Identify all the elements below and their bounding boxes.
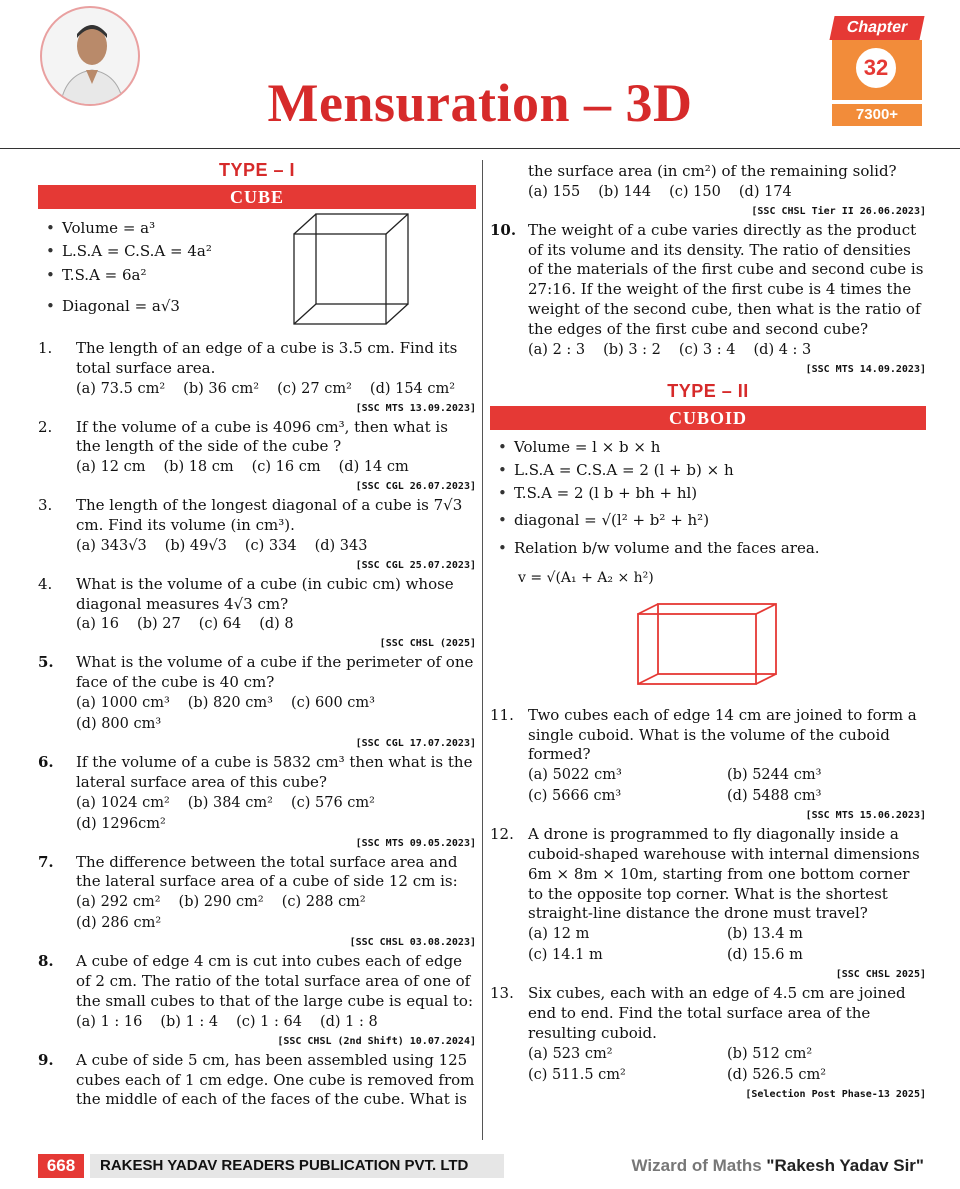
exam-source: [SSC CHSL (2025]: [379, 638, 476, 650]
question-number: 9.: [38, 1050, 54, 1069]
option: (a) 5022 cm³: [528, 767, 622, 784]
option: (a) 1024 cm²: [76, 794, 170, 811]
question-text: The weight of a cube varies directly as the product of its volume and its density. The ratio of densities of the materials of the first cube and second cube is 27:16. If the weight of the first cube is 4 times the weight of the second cube, then what is the ratio of the edges of the first cube and second cube?: [528, 220, 924, 338]
chapter-number: 32: [856, 48, 896, 88]
question-number: 2.: [38, 417, 53, 436]
option: (d) 1296cm²: [76, 815, 166, 832]
question-item: [38, 575, 476, 650]
answer-options: [76, 379, 476, 400]
cuboid-formulas: [490, 436, 926, 560]
option: (d) 526.5 cm²: [727, 1066, 827, 1083]
option: (b) 36 cm²: [183, 380, 260, 397]
option: (b) 820 cm³: [187, 695, 273, 712]
option: (b) 384 cm²: [187, 794, 273, 811]
formula-item: • L.S.A = C.S.A = 2 (l + b) × h: [490, 459, 926, 482]
option: (c) 14.1 m: [528, 947, 603, 964]
question-number: 6.: [38, 753, 54, 772]
question-item: [38, 339, 476, 414]
exam-source: [SSC CHSL 2025]: [835, 969, 926, 981]
chapter-label: Chapter: [829, 16, 924, 40]
answer-options: [528, 765, 926, 807]
question-text: The length of an edge of a cube is 3.5 cm. Find its total surface area.: [76, 339, 458, 377]
exam-source: [SSC CHSL (2nd Shift) 10.07.2024]: [277, 1035, 476, 1047]
question-text: What is the volume of a cube if the perimeter of one face of the cube is 40 cm?: [76, 653, 474, 692]
left-column: [38, 160, 476, 1110]
exam-source: [SSC MTS 14.09.2023]: [805, 363, 926, 375]
question-10: [490, 221, 926, 361]
formula-item: • diagonal = √(l² + b² + h²): [490, 509, 926, 532]
exam-source: [SSC CGL 17.07.2023]: [355, 738, 476, 750]
answer-options: [528, 924, 926, 966]
option: (c) 16 cm: [251, 459, 321, 476]
option: (c) 600 cm³: [290, 695, 375, 712]
question-text: A cube of side 5 cm, has been assembled using 125 cubes each of 1 cm edge. One cube is removed from the middle of each of the faces of the cube. What is: [76, 1050, 475, 1109]
page-title: Mensuration – 3D: [267, 73, 693, 133]
question-number: 3.: [38, 496, 53, 515]
formula-item: • Volume = a³: [38, 217, 476, 240]
option: (c) 511.5 cm²: [528, 1066, 626, 1083]
cube-band: CUBE: [38, 185, 476, 209]
option: (d) 15.6 m: [727, 947, 803, 964]
column-divider: [482, 160, 483, 1140]
question-number: 13.: [490, 984, 514, 1003]
type2-heading: TYPE – II: [667, 380, 749, 401]
option: (a) 343√3: [76, 537, 147, 554]
tagline: Wizard of Maths "Rakesh Yadav Sir": [631, 1156, 924, 1175]
publisher-name: RAKESH YADAV READERS PUBLICATION PVT. LTD: [90, 1154, 504, 1178]
exam-source: [SSC CHSL Tier II 26.06.2023]: [751, 205, 926, 217]
page-footer: [38, 1154, 928, 1180]
option: (c) 150: [669, 183, 721, 200]
exam-source: [SSC CGL 26.07.2023]: [355, 481, 476, 493]
option: (d) 343: [314, 537, 368, 554]
option: (b) 1 : 4: [160, 1013, 219, 1030]
option: (c) 576 cm²: [290, 794, 375, 811]
question-number: 7.: [38, 852, 54, 871]
answer-options: [528, 182, 926, 203]
exam-source: [SSC CGL 25.07.2023]: [355, 559, 476, 571]
question-number: 5.: [38, 653, 54, 672]
option: (b) 144: [598, 183, 652, 200]
question-item: [490, 984, 926, 1099]
question-text: If the volume of a cube is 4096 cm³, then what is the length of the side of the cube ?: [76, 417, 448, 456]
formula-item: • L.S.A = C.S.A = 4a²: [38, 240, 476, 263]
answer-options: [76, 693, 476, 735]
option: (b) 512 cm²: [727, 1045, 813, 1062]
answer-options: [76, 1012, 476, 1033]
right-question-list: [490, 706, 926, 1100]
question-count: 7300+: [832, 104, 922, 126]
option: (b) 18 cm: [163, 459, 234, 476]
exam-source: [Selection Post Phase-13 2025]: [745, 1088, 926, 1100]
cuboid-diagram: [634, 600, 782, 688]
header-divider: [0, 148, 960, 149]
question-9-continued: [490, 162, 926, 203]
option: (b) 3 : 2: [603, 341, 661, 358]
relation-formula: v = √(A₁ + A₂ × h²): [518, 569, 654, 586]
question-number: 4.: [38, 574, 53, 593]
question-item: [38, 496, 476, 571]
option: (d) 8: [259, 616, 294, 633]
question-item: [38, 653, 476, 749]
exam-source: [SSC CHSL 03.08.2023]: [349, 937, 476, 949]
option: (c) 288 cm²: [281, 894, 366, 911]
exam-source: [SSC MTS 09.05.2023]: [355, 837, 476, 849]
chapter-badge: [832, 16, 922, 124]
answer-options: [76, 457, 476, 478]
answer-options: [76, 793, 476, 835]
question-text: A drone is programmed to fly diagonally inside a cuboid-shaped warehouse with internal dimensions 6m × 8m × 10m, starting from one bottom corner to the opposite top corner. What is the shortest straight-line distance the drone must travel?: [528, 825, 920, 923]
option: (a) 16: [76, 616, 120, 633]
exam-source: [SSC MTS 15.06.2023]: [805, 810, 926, 822]
question-item: [490, 825, 926, 980]
option: (a) 73.5 cm²: [76, 380, 166, 397]
question-text: The difference between the total surface area and the lateral surface area of a cube of side 12 cm is:: [76, 852, 458, 891]
answer-options: [528, 1044, 926, 1086]
cube-diagram: [288, 208, 418, 330]
formula-item: • Relation b/w volume and the faces area.: [490, 537, 926, 560]
question-item: [38, 418, 476, 493]
option: (d) 4 : 3: [753, 341, 812, 358]
exam-source: [SSC MTS 13.09.2023]: [355, 402, 476, 414]
question-text: the surface area (in cm²) of the remaining solid?: [528, 162, 897, 180]
question-text: Two cubes each of edge 14 cm are joined to form a single cuboid. What is the volume of the cuboid formed?: [528, 705, 917, 764]
option: (d) 14 cm: [338, 459, 409, 476]
question-text: If the volume of a cube is 5832 cm³ then what is the lateral surface area of this cube?: [76, 753, 473, 791]
option: (d) 1 : 8: [319, 1013, 378, 1030]
option: (c) 5666 cm³: [528, 788, 622, 805]
option: (a) 2 : 3: [528, 341, 586, 358]
question-text: A cube of edge 4 cm is cut into cubes each of edge of 2 cm. The ratio of the total surface area of one of the small cubes to that of the large cube is equal to:: [76, 952, 473, 1010]
page-number: 668: [38, 1154, 84, 1178]
question-number: 12.: [490, 825, 514, 844]
formula-item: • Diagonal = a√3: [38, 295, 476, 318]
option: (c) 64: [198, 616, 242, 633]
formula-item: • Volume = l × b × h: [490, 436, 926, 459]
answer-options: [76, 536, 476, 557]
option: (c) 3 : 4: [678, 341, 736, 358]
left-question-list: [38, 339, 476, 1110]
option: (d) 286 cm²: [76, 915, 162, 932]
option: (d) 154 cm²: [369, 380, 456, 397]
option: (a) 1 : 16: [76, 1013, 143, 1030]
answer-options: [528, 340, 926, 361]
option: (b) 290 cm²: [178, 894, 264, 911]
formula-item: • T.S.A = 2 (l b + bh + hl): [490, 482, 926, 505]
question-item: [490, 706, 926, 821]
option: (c) 27 cm²: [277, 380, 352, 397]
option: (a) 1000 cm³: [76, 695, 170, 712]
question-number: 1.: [38, 339, 53, 357]
question-number: 8.: [38, 952, 54, 971]
option: (d) 174: [738, 183, 792, 200]
question-item: [38, 853, 476, 949]
question-item: [38, 1051, 476, 1110]
option: (a) 292 cm²: [76, 894, 161, 911]
option: (b) 49√3: [164, 537, 227, 554]
option: (c) 334: [244, 537, 297, 554]
option: (d) 5488 cm³: [727, 788, 822, 805]
option: (a) 12 cm: [76, 459, 146, 476]
option: (b) 13.4 m: [727, 926, 803, 943]
option: (b) 5244 cm³: [727, 767, 822, 784]
option: (a) 12 m: [528, 926, 590, 943]
option: (c) 1 : 64: [236, 1013, 302, 1030]
cuboid-band: CUBOID: [490, 406, 926, 430]
option: (b) 27: [137, 616, 181, 633]
right-column: [490, 162, 926, 1100]
question-item: [38, 753, 476, 849]
question-item: [38, 952, 476, 1046]
answer-options: [76, 892, 476, 934]
question-text: Six cubes, each with an edge of 4.5 cm are joined end to end. Find the total surface area of the resulting cuboid.: [528, 984, 906, 1042]
option: (a) 155: [528, 183, 581, 200]
formula-item: • T.S.A = 6a²: [38, 264, 476, 287]
answer-options: [76, 614, 476, 635]
option: (a) 523 cm²: [528, 1045, 613, 1062]
question-text: The length of the longest diagonal of a cube is 7√3 cm. Find its volume (in cm³).: [76, 496, 463, 535]
question-text: What is the volume of a cube (in cubic cm) whose diagonal measures 4√3 cm?: [76, 574, 454, 613]
type1-heading: TYPE – I: [218, 160, 296, 180]
question-number: 11.: [490, 705, 514, 724]
option: (d) 800 cm³: [76, 716, 162, 733]
question-number: 10.: [490, 220, 517, 239]
